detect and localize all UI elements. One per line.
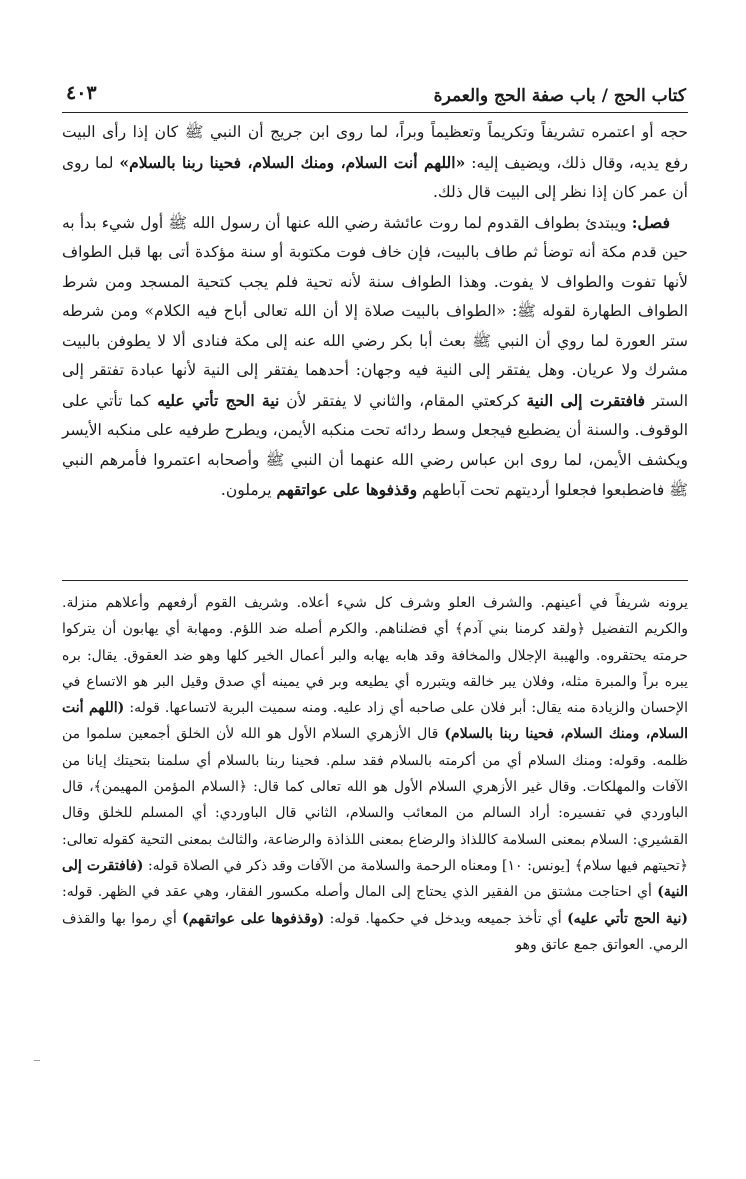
- text-span: يرملون.: [220, 481, 277, 499]
- text-span: قال الأزهري السلام الأول هو الله لأن الخلق أجمعين سلموا من ظلمه. وقوله: ومنك السلام أي من أكرمته بالسلام فقد سلم. فحينا ربنا بالسلام أي سلمنا بتحيتك إيانا من الآفات والمهلكات. وقال غير الأزهري السلام الأول هو الله تعالى كما قال: ﴿السلام المؤمن المهيمن﴾، قال الباوردي في تفسيره: أراد السالم من المعائب والسلام، الثاني قال الباوردي: أي المسلم للخلق وقال القشيري: السلام بمعنى السلامة كاللذاذ والرضاع بمعنى اللذاذة والرضاعة، والثالث بمعنى التحية كقوله تعالى: ﴿تحيتهم فيها سلام﴾ [يونس: ١٠] ومعناه الرحمة والسلامة من الآفات وقد ذكر في الصلاة قوله:: [62, 726, 689, 874]
- text-span: كركعتي المقام، والثاني لا يفتقر لأن: [279, 391, 527, 410]
- paragraph: [62, 118, 688, 208]
- keyword: نية الحج تأتي عليه: [157, 390, 280, 410]
- footnote-divider: [62, 580, 688, 581]
- text-span: أي رموا بها والقذف الرمي. العواتق جمع عاتق وهو: [62, 910, 688, 953]
- chapter-title: كتاب الحج / باب صفة الحج والعمرة: [433, 86, 686, 106]
- text-span: حجه أو اعتمره تشريفاً وتكريماً وتعظيماً وبراً، لما روى ابن جريج أن النبي ﷺ كان إذا رأى البيت رفع يديه، وقال ذلك، ويضيف إليه:: [62, 123, 688, 172]
- keyword: وقذفوها على عواتقهم: [276, 480, 418, 499]
- header-divider: [62, 112, 688, 113]
- keyword: (اللهم أنت السلام، ومنك السلام، فحينا ربنا بالسلام): [62, 700, 688, 743]
- text-span: لما روى أن عمر كان إذا نظر إلى البيت قال ذلك.: [62, 153, 688, 201]
- main-text: [62, 118, 688, 506]
- footnote-commentary: [62, 590, 688, 958]
- keyword: (نية الحج تأتي عليه): [567, 910, 688, 927]
- margin-mark: [34, 1060, 40, 1061]
- page-number: ٤٠٣: [66, 82, 97, 104]
- text-span: ويبتدئ بطواف القدوم لما روت عائشة رضي الله عنها أن رسول الله ﷺ أول شيء بدأ به حين قدم مكة أنه توضأ ثم طاف بالبيت، فإن خاف فوت مكتوبة أو سنة مؤكدة أتى بها قبل الطواف لأنها تفوت والطواف لا يفوت. وهذا الطواف سنة لأنه تحية فلم يجب كتحية المسجد ومن شرط الطواف الطهارة لقوله ﷺ: «الطواف بالبيت صلاة إلا أن الله تعالى أباح فيه الكلام» ومن شرطه ستر العورة لما روي أن النبي ﷺ بعث أبا بكر رضي الله عنه إلى مكة فنادى ألا لا يطوفن بالبيت مشرك ولا عريان. وهل يفتقر إلى النية فيه وجهان: أحدهما يفتقر إلى النية لأنها عبادة تفتقر إلى الستر: [62, 213, 689, 410]
- section-paragraph: [62, 208, 688, 506]
- text-span: كما تأتي على الوقوف. والسنة أن يضطبع فيجعل وسط ردائه تحت منكبه الأيمن، ويطرح طرفيه على منكبه الأيسر ويكشف الأيمن، لما روى ابن عباس رضي الله عنهما أن النبي ﷺ وأصحابه اعتمروا فأمرهم النبي ﷺ فاضطبعوا فجعلوا أرديتهم تحت آباطهم: [62, 391, 688, 499]
- keyword: (فافتقرت إلى النية): [62, 857, 688, 901]
- footnote-paragraph: [62, 590, 688, 958]
- hadith-quote: «اللهم أنت السلام، ومنك السلام، فحينا ربنا بالسلام»: [119, 152, 466, 172]
- running-header: [66, 80, 686, 110]
- keyword: فافتقرت إلى النية: [526, 390, 646, 410]
- keyword: (وقذفوها على عواتقهم): [182, 910, 325, 927]
- text-span: يرونه شريفاً في أعينهم. والشرف العلو وشرف كل شيء أعلاه. وشريف القوم أرفعهم وأعلاهم منزلة. والكريم التفضيل ﴿ولقد كرمنا بني آدم﴾ أي فضلناهم. والكرم أصله ضد اللؤم. ومهابة أي يهابون أن يتركوا حرمته يحتقروه. والهيبة الإجلال والمخافة وقد هابه يهابه والبر أعمال الخير كلها وهو ضد العقوق. يقال: بره يبره براً والمبرة مثله، وفلان يبر خالقه ويتبرره أي يطيعه وبر في يمينه أي صدق وقيل البر هو الاتساع في الإحسان والزيادة منه يقال: أبر فلان على صاحبه أي زاد عليه. ومنه سميت البرية لاتساعها. قوله:: [62, 595, 688, 717]
- section-heading: فصل:: [631, 212, 670, 232]
- text-span: أي تأخذ جميعه ويدخل في حكمها. قوله:: [324, 910, 568, 927]
- text-span: أي احتاجت مشتق من الفقير الذي يحتاج إلى المال وأصله مكسور الفقار، وهي عقد في الظهر. قوله:: [62, 884, 658, 901]
